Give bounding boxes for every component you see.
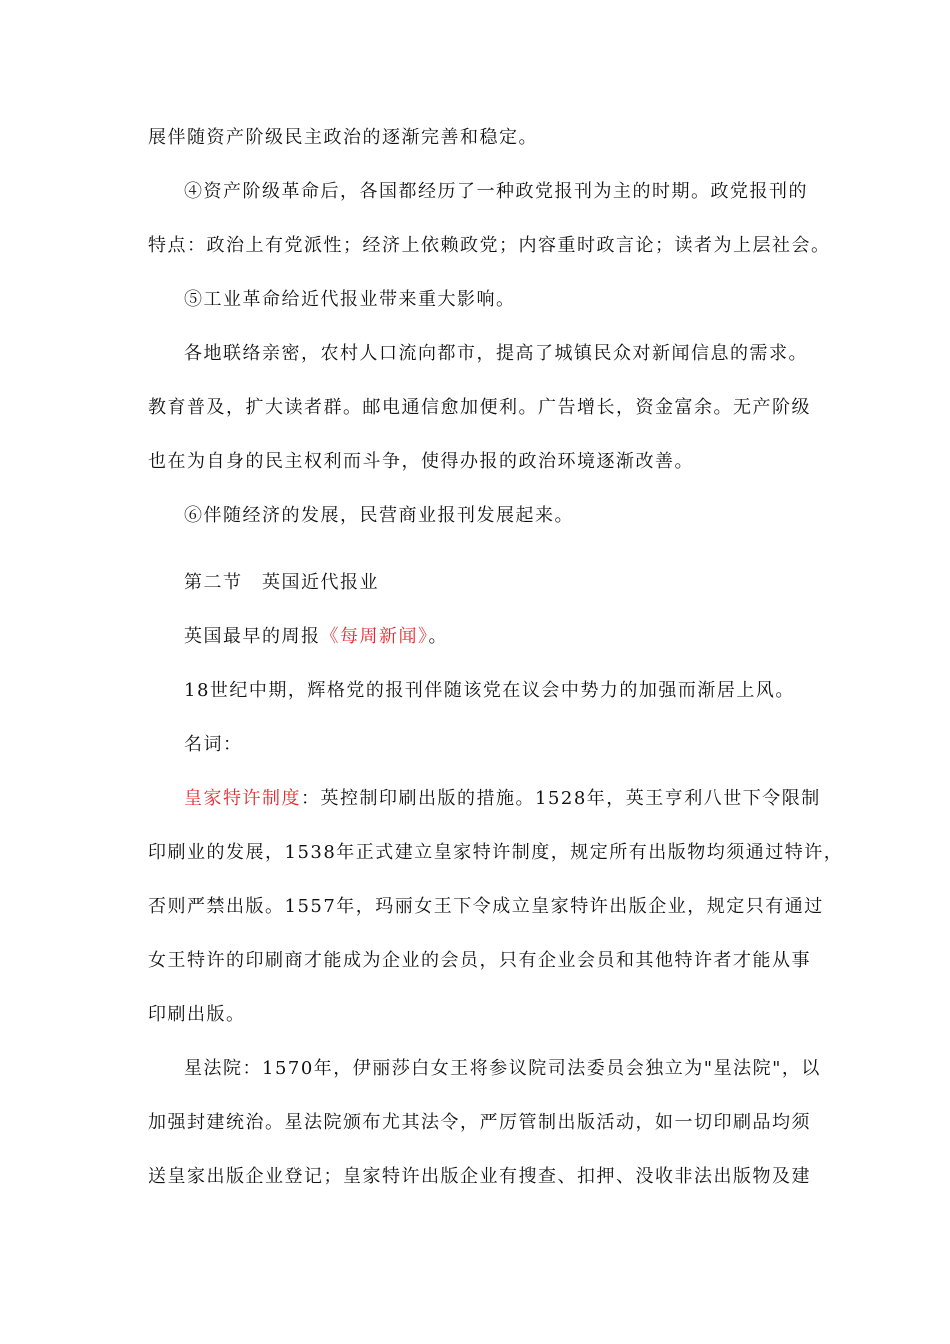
- paragraph-line: 特点：政治上有党派性；经济上依赖政党；内容重时政言论；读者为上层社会。: [148, 235, 831, 256]
- paragraph-line: ⑤工业革命给近代报业带来重大影响。: [184, 289, 516, 310]
- paragraph-line: 也在为自身的民主权利而斗争，使得办报的政治环境逐渐改善。: [148, 451, 694, 472]
- line-text: 英国最早的周报: [184, 626, 321, 647]
- line-text: ：英控制印刷出版的措施。1528年，英王亨利八世下令限制: [301, 788, 821, 809]
- highlight-term: 《每周新闻》: [320, 626, 429, 647]
- paragraph-line: ⑥伴随经济的发展，民营商业报刊发展起来。: [184, 505, 574, 526]
- section-heading: 第二节 英国近代报业: [184, 572, 379, 593]
- line-text: 。: [428, 626, 448, 647]
- paragraph-line: 女王特许的印刷商才能成为企业的会员，只有企业会员和其他特许者才能从事: [148, 950, 811, 971]
- paragraph-line: 名词：: [184, 734, 243, 755]
- paragraph-line: 印刷出版。: [148, 1004, 246, 1025]
- paragraph-line: ④资产阶级革命后，各国都经历了一种政党报刊为主的时期。政党报刊的: [184, 181, 808, 202]
- paragraph-line: 印刷业的发展，1538年正式建立皇家特许制度，规定所有出版物均须通过特许，: [148, 842, 844, 863]
- paragraph-line: 加强封建统治。星法院颁布尤其法令，严厉管制出版活动，如一切印刷品均须: [148, 1112, 811, 1133]
- paragraph-line: 送皇家出版企业登记；皇家特许出版企业有搜查、扣押、没收非法出版物及建: [148, 1166, 811, 1187]
- paragraph-line: 教育普及，扩大读者群。邮电通信愈加便利。广告增长，资金富余。无产阶级: [148, 397, 811, 418]
- paragraph-line: 星法院：1570年，伊丽莎白女王将参议院司法委员会独立为"星法院"，以: [184, 1058, 821, 1079]
- paragraph-line: 否则严禁出版。1557年，玛丽女王下令成立皇家特许出版企业，规定只有通过: [148, 896, 824, 917]
- paragraph-line: 展伴随资产阶级民主政治的逐渐完善和稳定。: [148, 127, 538, 148]
- paragraph-line: [184, 624, 844, 650]
- paragraph-line: [184, 786, 844, 812]
- paragraph-line: 各地联络亲密，农村人口流向都市，提高了城镇民众对新闻信息的需求。: [184, 343, 808, 364]
- highlight-term: 皇家特许制度: [184, 788, 301, 809]
- paragraph-line: 18世纪中期，辉格党的报刊伴随该党在议会中势力的加强而渐居上风。: [184, 680, 795, 701]
